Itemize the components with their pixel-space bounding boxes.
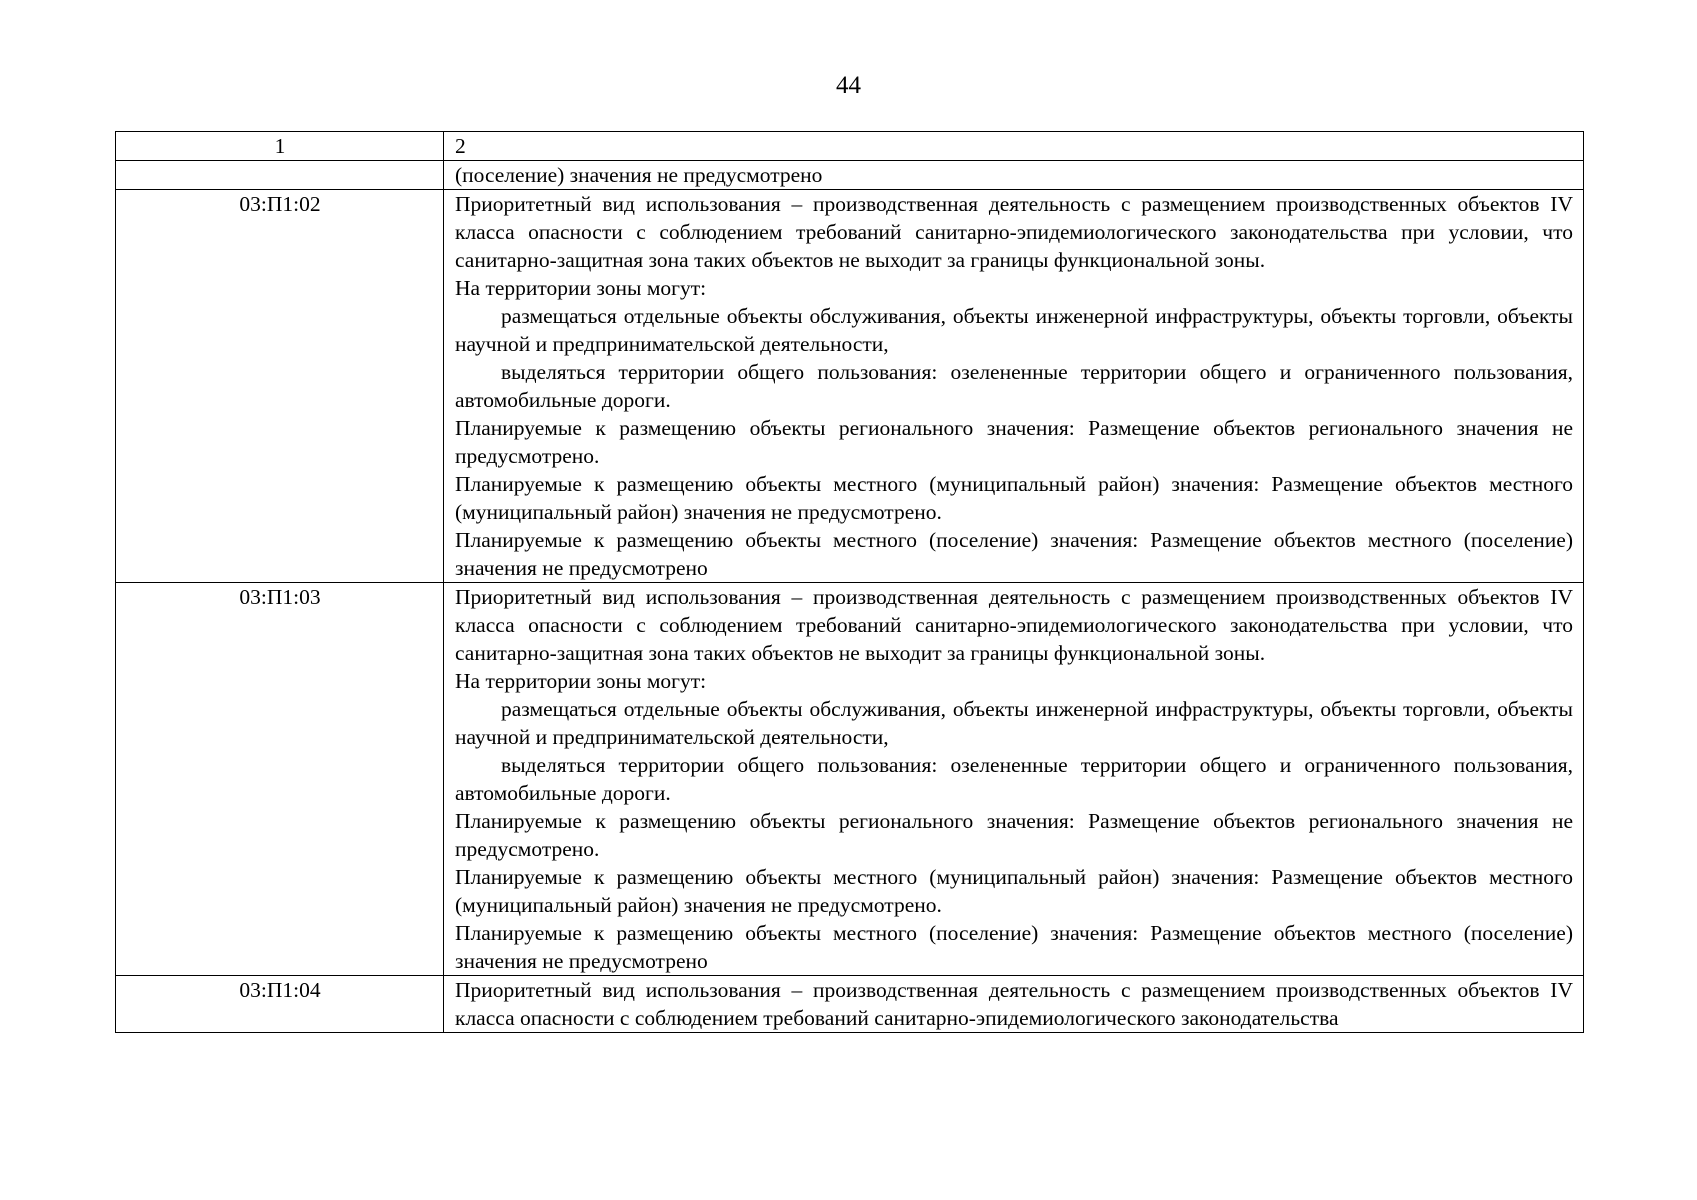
zone-description-cell [444, 190, 1584, 583]
description-paragraph: (поселение) значения не предусмотрено [455, 163, 823, 187]
zone-code-cell: 03:П1:03 [116, 583, 444, 976]
table-rows [116, 190, 1584, 1033]
zone-code-cell [116, 161, 444, 190]
zone-description-cell [444, 976, 1584, 1033]
column-header-2: 2 [444, 132, 1584, 161]
table-header-row [116, 132, 1584, 161]
description-paragraph: Планируемые к размещению объекты местного (поселение) значения: Размещение объектов местного (поселение) значения не предусмотрено [455, 528, 1573, 580]
description-paragraph: размещаться отдельные объекты обслуживания, объекты инженерной инфраструктуры, объекты торговли, объекты научной и предпринимательской деятельности, [455, 304, 1573, 356]
description-paragraph: На территории зоны могут: [455, 276, 707, 300]
zone-code-cell: 03:П1:04 [116, 976, 444, 1033]
zone-description-cell [444, 583, 1584, 976]
description-paragraph: размещаться отдельные объекты обслуживания, объекты инженерной инфраструктуры, объекты торговли, объекты научной и предпринимательской деятельности, [455, 697, 1573, 749]
description-paragraph: На территории зоны могут: [455, 669, 707, 693]
zones-table [115, 131, 1584, 1033]
description-paragraph: Планируемые к размещению объекты местного (поселение) значения: Размещение объектов местного (поселение) значения не предусмотрено [455, 921, 1573, 973]
table-row [116, 190, 1584, 583]
zone-code-cell: 03:П1:02 [116, 190, 444, 583]
table-row [116, 583, 1584, 976]
zone-description-cell [444, 161, 1584, 190]
description-paragraph: Планируемые к размещению объекты местного (муниципальный район) значения: Размещение объектов местного (муниципальный район) значения не предусмотрено. [455, 865, 1573, 917]
page-number: 44 [836, 72, 861, 99]
description-paragraph: Планируемые к размещению объекты регионального значения: Размещение объектов регионального значения не предусмотрено. [455, 416, 1573, 468]
description-paragraph: Приоритетный вид использования – производственная деятельность с размещением производственных объектов IV класса опасности с соблюдением требований санитарно-эпидемиологического законодательства при условии, что санитарно-защитная зона таких объектов не выходит за границы функциональной зоны. [455, 192, 1573, 272]
description-paragraph: Планируемые к размещению объекты местного (муниципальный район) значения: Размещение объектов местного (муниципальный район) значения не предусмотрено. [455, 472, 1573, 524]
column-header-1: 1 [116, 132, 444, 161]
description-paragraph: Приоритетный вид использования – производственная деятельность с размещением производственных объектов IV класса опасности с соблюдением требований санитарно-эпидемиологического законодательства при условии, что санитарно-защитная зона таких объектов не выходит за границы функциональной зоны. [455, 585, 1573, 665]
description-paragraph: выделяться территории общего пользования: озелененные территории общего и ограниченного пользования, автомобильные дороги. [455, 753, 1573, 805]
description-paragraph: Приоритетный вид использования – производственная деятельность с размещением производственных объектов IV класса опасности с соблюдением требований санитарно-эпидемиологического законодательства [455, 978, 1573, 1030]
description-paragraph: Планируемые к размещению объекты регионального значения: Размещение объектов регионального значения не предусмотрено. [455, 809, 1573, 861]
table-row-continuation [116, 161, 1584, 190]
table-row [116, 976, 1584, 1033]
description-paragraph: выделяться территории общего пользования: озелененные территории общего и ограниченного пользования, автомобильные дороги. [455, 360, 1573, 412]
